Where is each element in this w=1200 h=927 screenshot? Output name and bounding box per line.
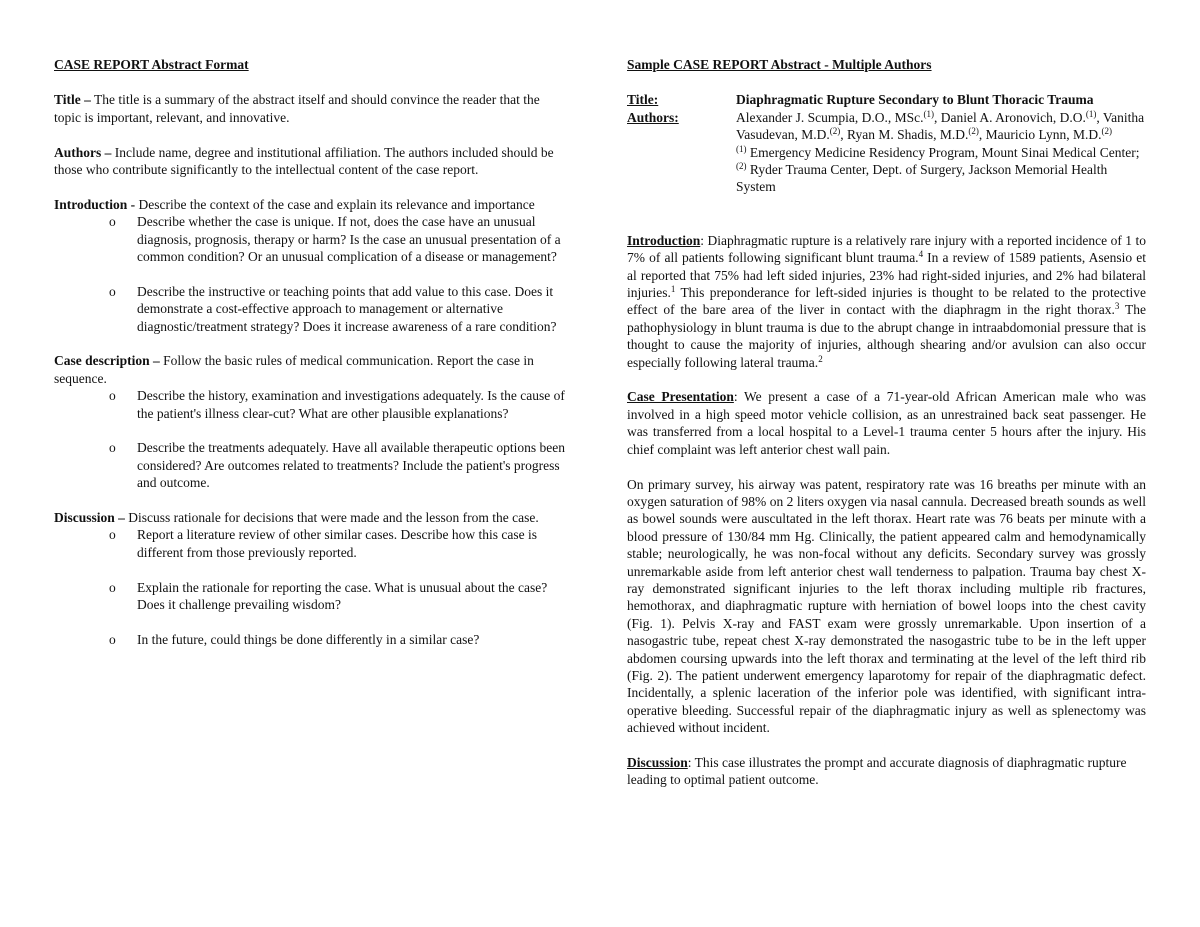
sample-authors — [736, 109, 1146, 196]
affiliation-text: Ryder Trauma Center, Dept. of Surgery, Jackson Memorial Health System — [736, 162, 1108, 195]
primary-survey-paragraph: On primary survey, his airway was patent, respiratory rate was 16 breaths per minute with an oxygen saturation of 98% on 2 liters oxygen via nasal cannula. Decreased breath sounds as well as bowel sounds were auscultated in the left thorax. Heart rate was 76 beats per minute with a blood pressure of 130/84 mm Hg. Clinically, the patient appeared calm and hemodynamically stable; neurologically, he was non-focal without any deficits. Secondary survey was grossly unremarkable aside from left anterior chest wall tenderness to palpation. Trauma bay chest X-ray demonstrated significant injuries to the left thorax including multiple rib fractures, hemothorax, and diaphragmatic rupture with herniation of bowel loops into the chest cavity (Fig. 1). Pelvis X-ray and FAST exam were grossly unremarkable. Upon insertion of a nasogastric tube, repeat chest X-ray demonstrated the nasogastric tube to be in the left upper abdomen coursing upwards into the left thorax and terminating at the level of the left third rib (Fig. 2). The patient underwent emergency laparotomy for repair of the diaphragmatic defect. Incidentally, a splenic laceration of the inferior pole was identified, with significant intra-operative bleeding. Successful repair of the diaphragmatic injury as well as splenectomy was achieved without incident. — [627, 476, 1146, 736]
discussion-guideline-text: Discuss rationale for decisions that were made and the lesson from the case. — [124, 510, 539, 526]
introduction-guideline — [54, 196, 566, 213]
list-item: o Explain the rationale for reporting the case. What is unusual about the case? Does it challenge prevailing wisdom? — [137, 579, 566, 614]
colon: : — [687, 754, 692, 770]
affiliation-marker: (1) — [923, 108, 934, 119]
intro-text: Diaphragmatic rupture is a relatively rare injury with a reported incidence of 1 to 7% of all patients following significant blunt trauma. — [627, 232, 1146, 266]
intro-text: This preponderance for left-sided injuries is thought to be related to the protective effect of the bare area of the liver in contact with the diaphragm in the right thorax. — [627, 285, 1146, 318]
intro-text: In a review of 1589 patients, Asensio et al reported that 75% had left sided injuries, 23% had right-sided injuries, and 2% had bilateral injuries. — [627, 250, 1146, 301]
introduction-label: Introduction - — [54, 196, 136, 212]
affiliation-marker: (2) — [1101, 126, 1112, 137]
author-name: , Daniel A. Aronovich, D.O. — [933, 109, 1086, 125]
colon: : — [733, 389, 738, 405]
reference-marker: 2 — [818, 353, 823, 364]
list-item: o Report a literature review of other similar cases. Describe how this case is different from those previously reported. — [137, 526, 566, 561]
discussion-label: Discussion – — [54, 510, 125, 526]
affiliation-text: Emergency Medicine Residency Program, Mount Sinai Medical Center; — [746, 144, 1140, 160]
case-presentation-text: We present a case of a 71-year-old African American male who was involved in a high speed motor vehicle collision, as an unrestrained back seat passenger. He was transferred from a local hospital to a Level-1 trauma center 5 hours after the injury. His chief complaint was left anterior chest wall pain. — [627, 389, 1146, 457]
reference-marker: 1 — [670, 284, 676, 295]
title-block — [627, 91, 1146, 195]
sample-discussion — [627, 754, 1146, 789]
introduction-bullets — [54, 213, 566, 335]
sample-authors-label: Authors: — [627, 109, 679, 125]
list-item: o Describe the instructive or teaching points that add value to this case. Does it demonstrate a cost-effective approach to management or alternative diagnostic/treatment strategy? Does it increase awareness of a rare condition? — [137, 283, 566, 335]
author-name: , Mauricio Lynn, M.D. — [978, 127, 1102, 143]
list-item: o Describe the history, examination and investigations adequately. Is the cause of the patient's illness clear-cut? What are other plausible explanations? — [137, 387, 566, 422]
sample-column — [627, 56, 1146, 806]
case-description-bullets — [54, 387, 566, 491]
affiliation-marker: (2) — [829, 126, 841, 137]
affiliation-marker: (2) — [968, 126, 979, 137]
format-column — [54, 56, 566, 666]
authors-guideline-text: Include name, degree and institutional affiliation. The authors included should be those who contribute significantly to the intellectual content of the case report. — [54, 144, 554, 178]
authors-guideline — [54, 144, 566, 179]
author-name: Alexander J. Scumpia, D.O., MSc. — [736, 109, 924, 125]
author-name: , Vanitha Vasudevan, M.D. — [736, 109, 1145, 143]
sample-introduction — [627, 232, 1146, 371]
case-presentation-label: Case Presentation — [627, 389, 734, 405]
case-description-text: Follow the basic rules of medical communication. Report the case in sequence. — [54, 353, 534, 386]
sample-title-label: Title: — [627, 92, 659, 108]
author-name: , Ryan M. Shadis, M.D. — [840, 127, 969, 143]
colon: : — [700, 232, 705, 248]
introduction-guideline-text: Describe the context of the case and explain its relevance and importance — [135, 196, 535, 212]
sample-title: Diaphragmatic Rupture Secondary to Blunt Thoracic Trauma — [736, 92, 1094, 108]
sample-introduction-label: Introduction — [627, 232, 701, 248]
affiliation-marker: (1) — [736, 143, 747, 154]
list-item: o In the future, could things be done differently in a similar case? — [137, 631, 566, 648]
sample-discussion-label: Discussion — [627, 754, 688, 770]
authors-label: Authors – — [54, 144, 112, 160]
list-item: o Describe the treatments adequately. Have all available therapeutic options been considered? Are outcomes related to treatments? Include the patient's progress and outcome. — [137, 439, 566, 491]
title-guideline-text: The title is a summary of the abstract itself and should convince the reader that the topic is important, relevant, and innovative. — [54, 92, 540, 125]
reference-marker: 3 — [1114, 301, 1120, 312]
sample-discussion-text: This case illustrates the prompt and accurate diagnosis of diaphragmatic rupture leading to optimal patient outcome. — [627, 754, 1127, 788]
list-item: o Describe whether the case is unique. If not, does the case have an unusual diagnosis, prognosis, therapy or harm? Is the case an unusual presentation of a common condition? Or an unusual complication of a disease or management? — [137, 213, 566, 265]
discussion-guideline — [54, 509, 566, 526]
affiliation-marker: (2) — [736, 161, 747, 172]
affiliation-marker: (1) — [1085, 108, 1097, 119]
sample-heading: Sample CASE REPORT Abstract - Multiple Authors — [627, 57, 932, 72]
affiliations — [736, 144, 1146, 196]
discussion-bullets — [54, 526, 566, 648]
format-heading: CASE REPORT Abstract Format — [54, 57, 249, 72]
reference-marker: 4 — [918, 249, 924, 260]
sample-case-presentation — [627, 388, 1146, 458]
intro-text: The pathophysiology in blunt trauma is due to the abrupt change in intraabdomonial pressure that is thought to cause the majority of injuries, although shearing and/or avulsion can also occur especially following lateral trauma. — [627, 302, 1146, 370]
case-description-label: Case description – — [54, 353, 160, 369]
case-description-guideline — [54, 352, 566, 387]
title-guideline — [54, 91, 566, 126]
title-label: Title – — [54, 92, 91, 108]
